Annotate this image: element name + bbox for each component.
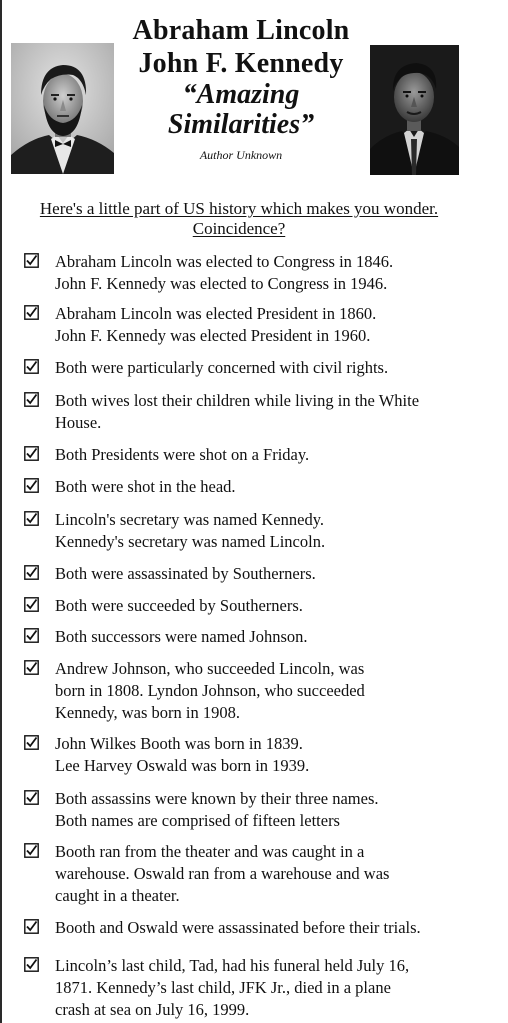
checked-box-icon bbox=[24, 843, 39, 858]
list-item-text: Lincoln's secretary was named Kennedy. Kennedy's secretary was named Lincoln. bbox=[55, 510, 326, 551]
title-lincoln: Abraham Lincoln bbox=[132, 15, 350, 46]
list-item-text: Both were assassinated by Southerners. bbox=[55, 564, 316, 583]
checked-box-icon bbox=[24, 597, 39, 612]
author-credit: Author Unknown bbox=[199, 148, 283, 162]
list-item-text: John Wilkes Booth was born in 1839. Lee Harvey Oswald was born in 1939. bbox=[55, 734, 310, 775]
checked-box-icon bbox=[24, 392, 39, 407]
checked-box-icon bbox=[24, 305, 39, 320]
list-item-text: Andrew Johnson, who succeeded Lincoln, was born in 1808. Lyndon Johnson, who succeeded Kennedy, was born in 1908. bbox=[55, 659, 365, 722]
checked-box-icon bbox=[24, 511, 39, 526]
checked-box-icon bbox=[24, 735, 39, 750]
subtitle-amazing: “Amazing bbox=[182, 79, 300, 110]
list-item-text: Both were succeeded by Southerners. bbox=[55, 596, 303, 615]
checked-box-icon bbox=[24, 446, 39, 461]
intro-line-2: Coincidence? bbox=[192, 219, 286, 238]
checked-box-icon bbox=[24, 478, 39, 493]
list-item-text: Lincoln’s last child, Tad, had his funeral held July 16, 1871. Kennedy’s last child, JFK Jr., died in a plane crash at sea on July 16, 1999. bbox=[55, 956, 410, 1019]
list-item-text: Abraham Lincoln was elected to Congress in 1846. John F. Kennedy was elected to Congress in 1946. bbox=[55, 252, 394, 293]
list-item-text: Booth ran from the theater and was caught in a warehouse. Oswald ran from a warehouse and was caught in a theater. bbox=[55, 842, 390, 905]
list-item-text: Both were shot in the head. bbox=[55, 477, 236, 496]
checked-box-icon bbox=[24, 628, 39, 643]
checked-box-icon bbox=[24, 790, 39, 805]
list-item-text: Both were particularly concerned with civil rights. bbox=[55, 358, 389, 377]
list-item-text: Both Presidents were shot on a Friday. bbox=[55, 445, 310, 464]
checked-box-icon bbox=[24, 660, 39, 675]
checked-box-icon bbox=[24, 565, 39, 580]
list-item-text: Both wives lost their children while living in the White House. bbox=[55, 391, 420, 432]
list-item-text: Both assassins were known by their three names. Both names are comprised of fifteen letters bbox=[55, 789, 379, 830]
list-item-text: Abraham Lincoln was elected President in 1860. John F. Kennedy was elected President in 1960. bbox=[55, 304, 377, 345]
checked-box-icon bbox=[24, 919, 39, 934]
title-kennedy: John F. Kennedy bbox=[138, 48, 344, 79]
checked-box-icon bbox=[24, 359, 39, 374]
list-item-text: Both successors were named Johnson. bbox=[55, 627, 308, 646]
list-item-text: Booth and Oswald were assassinated before their trials. bbox=[55, 918, 421, 937]
intro-line-1: Here's a little part of US history which makes you wonder. bbox=[39, 199, 439, 218]
checked-box-icon bbox=[24, 253, 39, 268]
checked-box-icon bbox=[24, 957, 39, 972]
subtitle-similarities: Similarities” bbox=[167, 109, 315, 140]
